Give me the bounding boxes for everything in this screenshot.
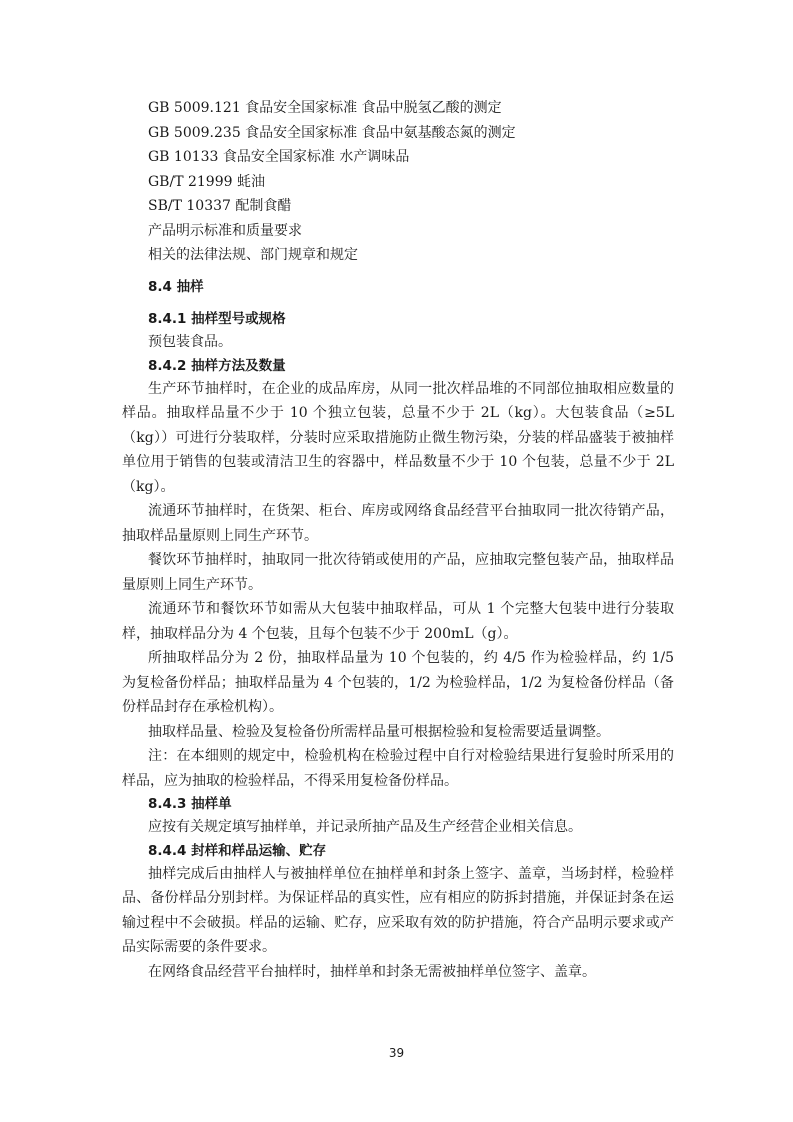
paragraph: 抽取样品量、检验及复检备份所需样品量可根据检验和复检需要适量调整。: [148, 723, 610, 740]
reference-item: GB 5009.235 食品安全国家标准 食品中氨基酸态氮的测定: [148, 124, 516, 141]
reference-item: GB/T 21999 蚝油: [148, 173, 265, 190]
section-heading: 8.4 抽样: [148, 279, 204, 295]
paragraph: 餐饮环节抽样时，抽取同一批次待销或使用的产品，应抽取完整包装产品，抽取样品量原则上同生产环节。: [122, 552, 674, 593]
paragraph: 所抽取样品分为 2 份，抽取样品量为 10 个包装的，约 4/5 作为检验样品，约 1/5 为复检备份样品；抽取样品量为 4 个包装的，1/2 为检验样品，1/2 为复检备份样品（备份样品封存在承检机构）。: [122, 650, 674, 715]
paragraph: 流通环节和餐饮环节如需从大包装中抽取样品，可从 1 个完整大包装中进行分装取样，抽取样品分为 4 个包装，且每个包装不少于 200mL（g）。: [122, 601, 674, 642]
reference-item: 相关的法律法规、部门规章和规定: [148, 247, 358, 263]
reference-item: 产品明示标准和质量要求: [148, 222, 302, 239]
subsection-heading-844: 8.4.4 封样和样品运输、贮存: [148, 842, 327, 859]
reference-list: [148, 96, 688, 268]
paragraph: 应按有关规定填写抽样单，并记录所抽产品及生产经营企业相关信息。: [148, 819, 582, 835]
paragraph: 生产环节抽样时，在企业的成品库房，从同一批次样品堆的不同部位抽取相应数量的样品。抽取样品量不少于 10 个独立包装，总量不少于 2L（kg）。大包装食品（≥5L（kg））可进行分装取样，分装时应采取措施防止微生物污染，分装的样品盛装于被抽样单位用于销售的包装或清洁卫生的容器中，样品数量不少于 10 个包装，总量不少于 2L（kg）。: [122, 380, 674, 495]
page-number: 39: [388, 1046, 405, 1060]
reference-item: GB 10133 食品安全国家标准 水产调味品: [148, 149, 410, 165]
reference-item: GB 5009.121 食品安全国家标准 食品中脱氢乙酸的测定: [148, 100, 502, 116]
paragraph: 在网络食品经营平台抽样时，抽样单和封条无需被抽样单位签字、盖章。: [148, 963, 596, 980]
paragraph: 抽样完成后由抽样人与被抽样单位在抽样单和封条上签字、盖章，当场封样，检验样品、备份样品分别封样。为保证样品的真实性，应有相应的防拆封措施，并保证封条在运输过程中不会破损。样品的运输、贮存，应采取有效的防护措施，符合产品明示要求或产品实际需要的条件要求。: [122, 865, 674, 955]
paragraph: 流通环节抽样时，在货架、柜台、库房或网络食品经营平台抽取同一批次待销产品，抽取样品量原则上同生产环节。: [122, 503, 674, 544]
subsection-heading-841: 8.4.1 抽样型号或规格: [148, 311, 286, 327]
subsection-heading-843: 8.4.3 抽样单: [148, 796, 232, 812]
reference-item: SB/T 10337 配制食醋: [148, 198, 292, 214]
paragraph: 预包装食品。: [148, 334, 232, 350]
document-body: [122, 275, 674, 984]
note-paragraph: 注：在本细则的规定中，检验机构在检验过程中自行对检验结果进行复验时所采用的样品，应为抽取的检验样品，不得采用复检备份样品。: [122, 748, 674, 789]
subsection-heading-842: 8.4.2 抽样方法及数量: [148, 357, 286, 374]
